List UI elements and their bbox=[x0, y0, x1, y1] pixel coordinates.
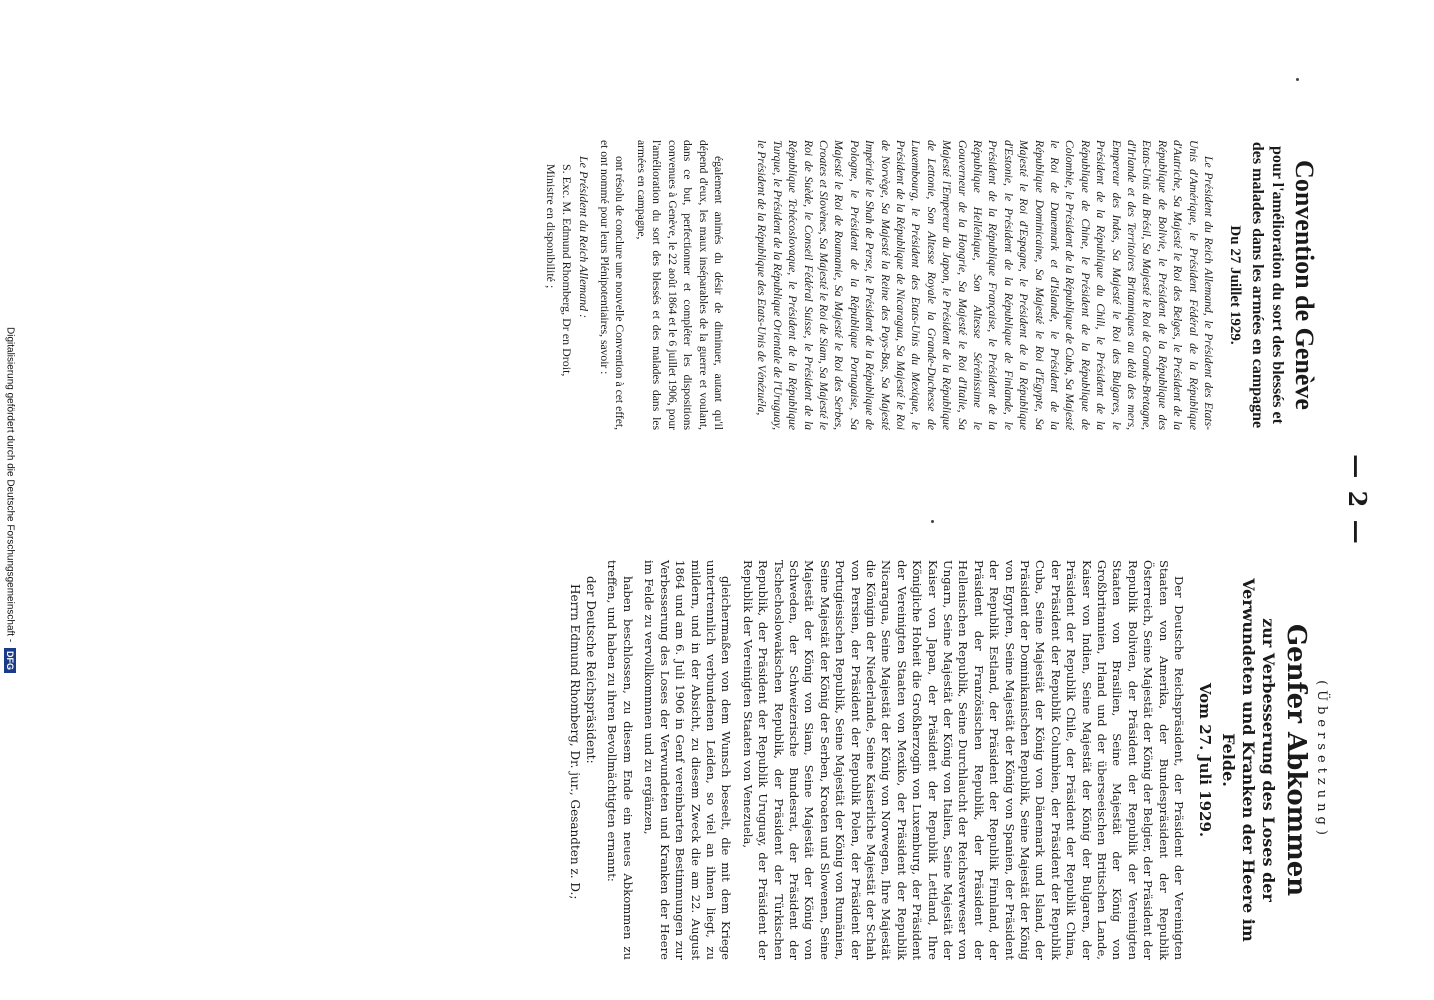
french-date: Du 27 Juillet 1929. bbox=[1227, 225, 1244, 345]
german-date: Vom 27. Juli 1929. bbox=[1196, 682, 1215, 838]
digitization-credit bbox=[4, 0, 16, 1000]
french-party-name-line-2: Ministre en disponibilité ; bbox=[543, 164, 558, 289]
german-subtitle: zur Verbesserung des Loses der Verwundeten und Kranken der Heere im Felde. bbox=[1219, 578, 1279, 942]
french-title: Convention de Genève bbox=[1290, 160, 1319, 410]
german-preamble: Der Deutsche Reichspräsident, der Präsident der Vereinigten Staaten von Amerika, der Bundespräsident der Republik Österreich, Seine Majestät der König der Belgier, der Präsident der Republik Bolivien, der Präsident der Republik der Vereinigten Staaten von Brasilien, Seine Majestät der König von Großbritannien, Irland und der überseeischen Britischen Lande, Kaiser von Indien, Seine Majestät der König der Bulgaren, der Präsident der Republik Chile, der Präsident der Republik China, der Präsident der Republik Columbien, der Präsident der Republik Cuba, Seine Majestät der König von Dänemark und Island, der Präsident der Dominikanischen Republik, Seine Majestät der König von Egypten, Seine Majestät der König von Spanien, der Präsident der Republik Estland, der Präsident der Republik Finnland, der Präsident der Französischen Republik, der Präsident der Hellenischen Republik, Seine Durchlaucht der Reichsverweser von Ungarn, Seine Majestät der König von Italien, Seine Majestät der Kaiser von Japan, der Präsident der Republik Lettland, Ihre Königliche Hoheit die Großherzogin von Luxemburg, der Präsident der Vereinigten Staaten von Mexiko, der Präsident der Republik Nicaragua, Seine Majestät der König von Norwegen, Ihre Majestät die Königin der Niederlande, Seine Kaiserliche Majestät der Schah von Persien, der Präsident der Republik Polen, der Präsident der Portugiesischen Republik, Seine Majestät der König von Rumänien, Seine Majestät der König der Serben, Kroaten und Slowenen, Seine Majestät der König von Siam, Seine Majestät der König von Schweden, der Schweizerische Bundesrat, der Präsident der Tschechoslowakischen Republik, der Präsident der Türkischen Republik, der Präsident der Republik Uruguay, der Präsident der Republik der Vereinigten Staaten von Venezuela, bbox=[740, 560, 1187, 960]
dfg-logo-icon: DFG bbox=[4, 648, 16, 673]
french-subtitle: pour l'amélioration du sort des blessés et des malades dans les armées en campagne bbox=[1249, 141, 1287, 429]
german-party-name: Herrn Edmund Rhomberg, Dr. jur., Gesandten z. D.; bbox=[568, 584, 583, 900]
french-paragraph-3: ont résolu de conclure une nouvelle Convention à cet effet, et ont nommé pour leurs Plénipotentiaires, savoir : bbox=[598, 140, 627, 430]
digitization-credit-text: Digitalisierung gefördert durch die Deutsche Forschungsgemeinschaft - bbox=[4, 327, 16, 643]
german-paragraph-3: haben beschlossen, zu diesem Ende ein neues Abkommen zu treffen, und haben zu ihren Bevollmächtigten ernannt: bbox=[605, 560, 635, 960]
french-preamble: Le Président du Reich Allemand, le Président des Etats-Unis d'Amérique, le Président Fédéral de la République d'Autriche, Sa Majesté le Roi des Belges, le Président de la République de Bolivie, le Président de la République des Etats-Unis du Brésil, Sa Majesté le Roi de Grande-Bretagne, d'Irlande et des Territoires Britanniques au delà des mers, Empereur des Indes, Sa Majesté le Roi des Bulgares, le Président de la République du Chili, le Président de la République de Chine, le Président de la République de Colombie, le Président de la République de Cuba, Sa Majesté le Roi de Danemark et d'Islande, le Président de la République Dominicaine, Sa Majesté le Roi d'Egypte, Sa Majesté le Roi d'Espagne, le Président de la République d'Estonie, le Président de la République de Finlande, le Président de la République Française, le Président de la République Hellénique, Son Altesse Sérénissime le Gouverneur de la Hongrie, Sa Majesté le Roi d'Italie, Sa Majesté l'Empereur du Japon, le Président de la République de Lettonie, Son Altesse Royale la Grande-Duchesse de Luxembourg, le Président des Etats-Unis du Mexique, le Président de la République de Nicaragua, Sa Majesté le Roi de Norvège, Sa Majesté la Reine des Pays-Bas, Sa Majesté Impériale le Shah de Perse, le Président de la République de Pologne, le Président de la République Portugaise, Sa Majesté le Roi de Roumanie, Sa Majesté le Roi des Serbes, Croates et Slovènes, Sa Majesté le Roi de Siam, Sa Majesté le Roi de Suède, le Conseil Fédéral Suisse, le Président de la République Tchécoslovaque, le Président de la République Turque, le Président de la République Orientale de l'Uruguay, le Président de la République des Etats-Unis de Vénézuéla, bbox=[755, 140, 1216, 430]
german-party-heading: der Deutsche Reichspräsident: bbox=[584, 576, 599, 764]
french-paragraph-2: également animés du désir de diminuer, autant qu'il dépend d'eux, les maux inséparables de la guerre et voulant, dans ce but, perfectionner et compléter les dispositions convenues à Genève, le 22 août 1864 et le 6 juillet 1906, pour l'amélioration du sort des blessés et des malades dans les armées en campagne, bbox=[634, 140, 725, 430]
french-party-heading: Le Président du Reich Allemand : bbox=[576, 156, 591, 319]
scan-speck bbox=[931, 520, 934, 523]
page-number: — 2 — bbox=[1343, 454, 1372, 546]
french-party-name-line-1: S. Exc. M. Edmund Rhomberg, Dr en Droit, bbox=[559, 164, 574, 377]
german-paragraph-2: gleichermaßen von dem Wunsch beseelt, die mit dem Kriege untertrennlich verbundenen Leiden, so viel an ihnen liegt, zu mildern, und in der Absicht, zu diesem Zweck die am 22. August 1864 und am 6. Juli 1906 in Genf vereinbarten Bestimmungen zur Verbesserung des Loses der Verwundeten und Kranken der Heere im Felde zu vervollkommnen und zu ergänzen, bbox=[642, 560, 734, 960]
german-title: Genfer Abkommen bbox=[1281, 623, 1311, 897]
german-column bbox=[566, 560, 1329, 960]
french-column bbox=[542, 140, 1319, 430]
scan-speck bbox=[1296, 78, 1299, 81]
translation-label: (Übersetzung) bbox=[1314, 680, 1329, 840]
